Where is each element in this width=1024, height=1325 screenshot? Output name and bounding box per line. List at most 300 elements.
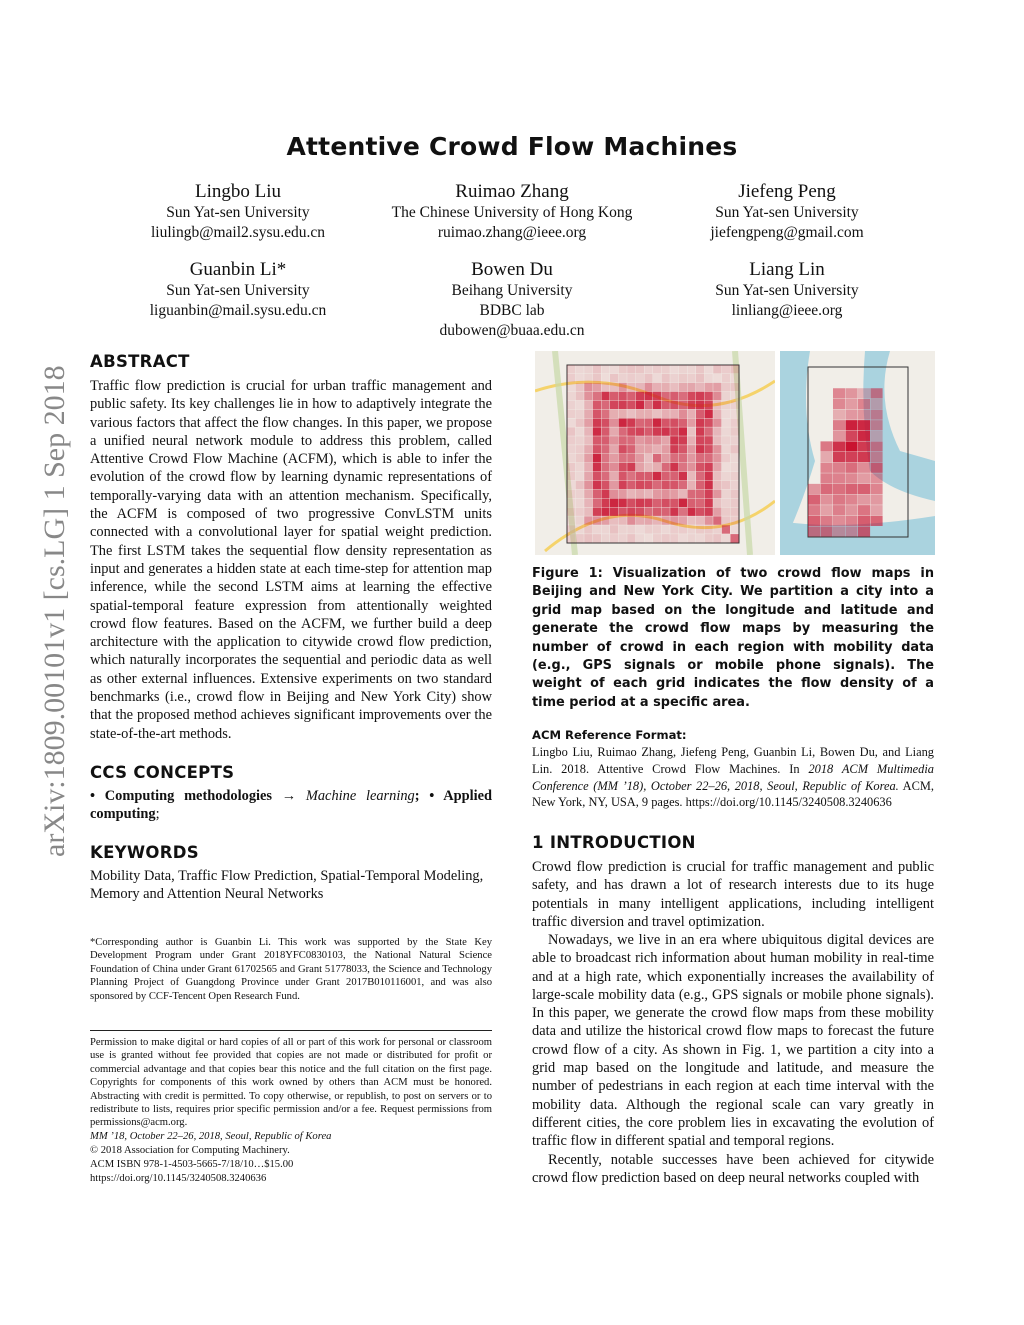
heat-cell (687, 427, 695, 436)
heat-cell (627, 516, 635, 525)
heat-cell (871, 473, 883, 483)
heat-cell (627, 454, 635, 463)
heat-cell (821, 495, 833, 505)
heat-cell (833, 399, 845, 409)
heat-cell (833, 388, 845, 398)
heat-cell (696, 516, 704, 525)
heat-cell (593, 418, 601, 427)
heat-cell (713, 445, 721, 454)
heat-cell (567, 427, 575, 436)
heat-cell (833, 516, 845, 526)
heat-cell (636, 463, 644, 472)
ccs-arrow: → (272, 788, 306, 804)
heat-cell (705, 490, 713, 499)
heat-cell (619, 383, 627, 392)
heat-cell (619, 472, 627, 481)
heat-cell (846, 420, 858, 430)
heat-cell (846, 505, 858, 515)
heat-cell (584, 534, 592, 543)
author-affiliation: Sun Yat-sen University (715, 204, 859, 221)
heat-cell (846, 516, 858, 526)
author-name: Liang Lin (749, 259, 825, 280)
heat-cell (653, 463, 661, 472)
heat-cell (593, 481, 601, 490)
heat-cell (705, 383, 713, 392)
heat-cell (687, 392, 695, 401)
heat-cell (722, 392, 730, 401)
heat-cell (846, 526, 858, 536)
heat-cell (662, 481, 670, 490)
heat-cell (610, 410, 618, 419)
heat-cell (705, 401, 713, 410)
heat-cell (662, 445, 670, 454)
heat-cell (610, 427, 618, 436)
heat-cell (679, 383, 687, 392)
heat-cell (662, 436, 670, 445)
heat-cell (821, 473, 833, 483)
heat-cell (644, 463, 652, 472)
heat-cell (679, 401, 687, 410)
heat-cell (610, 499, 618, 508)
heat-cell (808, 484, 820, 494)
heat-cell (687, 472, 695, 481)
heat-cell (730, 401, 738, 410)
heat-cell (567, 383, 575, 392)
heat-cell (593, 365, 601, 374)
heat-cell (679, 472, 687, 481)
heat-cell (593, 490, 601, 499)
heat-cell (679, 410, 687, 419)
heat-cell (696, 525, 704, 534)
heat-cell (567, 365, 575, 374)
heat-cell (567, 374, 575, 383)
heat-cell (653, 445, 661, 454)
heat-cell (653, 410, 661, 419)
heat-cell (576, 418, 584, 427)
heat-cell (670, 436, 678, 445)
heat-cell (662, 365, 670, 374)
heat-cell (576, 454, 584, 463)
heat-cell (722, 516, 730, 525)
heat-cell (619, 374, 627, 383)
heat-cell (687, 463, 695, 472)
heat-cell (670, 365, 678, 374)
heat-cell (871, 505, 883, 515)
heat-cell (593, 534, 601, 543)
heat-cell (670, 525, 678, 534)
heat-cell (627, 472, 635, 481)
author-affiliation: The Chinese University of Hong Kong (391, 204, 633, 221)
heat-cell (858, 399, 870, 409)
heat-cell (627, 383, 635, 392)
heat-cell (696, 392, 704, 401)
heat-cell (730, 472, 738, 481)
heat-cell (601, 507, 609, 516)
heat-cell (722, 490, 730, 499)
beijing-map (535, 351, 775, 555)
heat-cell (584, 481, 592, 490)
heat-cell (687, 410, 695, 419)
heat-cell (705, 516, 713, 525)
author-affiliation: Sun Yat-sen University (166, 282, 310, 299)
heat-cell (567, 418, 575, 427)
heat-cell (713, 427, 721, 436)
heat-cell (636, 427, 644, 436)
heat-cell (619, 463, 627, 472)
intro-paragraph-3: Recently, notable successes have been achieved for citywide crowd flow prediction based on deep neural networks coupled with (532, 1152, 934, 1187)
heat-cell (636, 410, 644, 419)
heat-cell (627, 392, 635, 401)
heat-cell (593, 383, 601, 392)
permission-venue (90, 1130, 492, 1143)
venue-text: MM ’18, October 22–26, 2018, Seoul, Republic of Korea (90, 1131, 332, 1142)
heat-cell (846, 452, 858, 462)
heat-cell (670, 383, 678, 392)
heat-cell (576, 499, 584, 508)
heat-cell (722, 383, 730, 392)
heat-cell (696, 499, 704, 508)
heat-cell (687, 445, 695, 454)
heat-cell (696, 472, 704, 481)
heat-cell (636, 525, 644, 534)
heat-cell (871, 452, 883, 462)
heat-cell (627, 401, 635, 410)
heat-cell (722, 418, 730, 427)
permission-text: Permission to make digital or hard copies of all or part of this work for personal or classroom use is granted without fee provided that copies are not made or distributed for profit or commercial advantage and that copies bear this notice and the full citation on the first page. Copyrights for components of this work owned by others than ACM must be honored. Abstracting with credit is permitted. To copy otherwise, or republish, to post on servers or to redistribute to lists, requires prior specific permission and/or a fee. Request permissions from permissions@acm.org. (90, 1037, 492, 1129)
heat-cell (567, 507, 575, 516)
heat-cell (713, 463, 721, 472)
heat-cell (679, 427, 687, 436)
heat-cell (610, 436, 618, 445)
heat-cell (644, 525, 652, 534)
heat-cell (833, 431, 845, 441)
abstract-heading: ABSTRACT (90, 352, 190, 371)
heat-cell (696, 436, 704, 445)
heat-cell (610, 490, 618, 499)
heat-cell (653, 374, 661, 383)
heat-cell (610, 534, 618, 543)
heat-cell (644, 472, 652, 481)
heat-cell (713, 507, 721, 516)
heat-cell (644, 392, 652, 401)
heat-cell (858, 484, 870, 494)
heat-cell (644, 427, 652, 436)
heat-cell (705, 463, 713, 472)
heat-cell (576, 481, 584, 490)
heat-cell (619, 525, 627, 534)
heat-cell (576, 472, 584, 481)
heat-cell (584, 427, 592, 436)
heat-cell (644, 445, 652, 454)
heat-cell (679, 365, 687, 374)
heat-cell (670, 481, 678, 490)
heat-cell (821, 463, 833, 473)
heat-cell (584, 516, 592, 525)
heat-cell (858, 420, 870, 430)
heat-cell (576, 534, 584, 543)
heat-cell (619, 436, 627, 445)
heat-cell (871, 463, 883, 473)
heat-cell (601, 499, 609, 508)
heat-cell (722, 472, 730, 481)
heat-cell (601, 454, 609, 463)
heat-cell (584, 472, 592, 481)
arxiv-stamp: arXiv:1809.00101v1 [cs.LG] 1 Sep 2018 (38, 365, 71, 857)
heat-cell (722, 410, 730, 419)
heat-cell (567, 454, 575, 463)
heat-cell (576, 383, 584, 392)
heat-cell (627, 436, 635, 445)
heat-cell (601, 472, 609, 481)
heat-cell (846, 399, 858, 409)
heat-cell (730, 392, 738, 401)
heat-cell (636, 516, 644, 525)
heat-cell (713, 383, 721, 392)
heat-cell (730, 383, 738, 392)
heat-cell (662, 525, 670, 534)
heat-cell (653, 499, 661, 508)
ccs-text (90, 787, 492, 824)
heat-cell (730, 516, 738, 525)
beijing-map-svg (535, 351, 775, 555)
heat-cell (636, 383, 644, 392)
heat-cell (610, 392, 618, 401)
ccs-part2: Machine learning (305, 788, 415, 804)
heat-cell (627, 365, 635, 374)
heat-cell (705, 481, 713, 490)
heat-cell (653, 436, 661, 445)
heat-cell (576, 490, 584, 499)
heat-cell (730, 463, 738, 472)
heat-cell (730, 418, 738, 427)
heat-cell (846, 441, 858, 451)
heat-cell (662, 374, 670, 383)
heat-cell (593, 472, 601, 481)
heat-cell (627, 534, 635, 543)
heat-cell (846, 484, 858, 494)
heat-cell (808, 516, 820, 526)
heat-cell (871, 431, 883, 441)
heat-cell (644, 436, 652, 445)
heat-cell (687, 365, 695, 374)
heat-cell (687, 454, 695, 463)
author-affiliation: Sun Yat-sen University (166, 204, 310, 221)
author-name: Jiefeng Peng (738, 181, 836, 202)
heat-cell (846, 431, 858, 441)
heat-cell (610, 472, 618, 481)
heat-cell (858, 431, 870, 441)
heat-cell (722, 463, 730, 472)
heat-cell (653, 418, 661, 427)
heat-cell (821, 516, 833, 526)
author-email: ruimao.zhang@ieee.org (437, 224, 587, 241)
heat-cell (576, 401, 584, 410)
heat-cell (821, 505, 833, 515)
heat-cell (858, 463, 870, 473)
heat-cell (679, 454, 687, 463)
heat-cell (713, 410, 721, 419)
heat-cell (627, 418, 635, 427)
heat-cell (636, 418, 644, 427)
heat-cell (601, 490, 609, 499)
ccs-part1: • Computing methodologies (90, 788, 273, 804)
heat-cell (636, 365, 644, 374)
heat-cell (705, 410, 713, 419)
heat-cell (696, 534, 704, 543)
heat-cell (619, 418, 627, 427)
heat-cell (846, 473, 858, 483)
heat-cell (610, 365, 618, 374)
heat-cell (644, 516, 652, 525)
heat-cell (679, 516, 687, 525)
heat-cell (696, 445, 704, 454)
heat-cell (730, 445, 738, 454)
heat-cell (687, 374, 695, 383)
heat-cell (644, 534, 652, 543)
heat-cell (619, 534, 627, 543)
heat-cell (593, 507, 601, 516)
heat-cell (601, 401, 609, 410)
heat-cell (670, 410, 678, 419)
heat-cell (662, 401, 670, 410)
heat-cell (584, 410, 592, 419)
heat-cell (821, 452, 833, 462)
heat-cell (576, 463, 584, 472)
heat-cell (584, 374, 592, 383)
heat-cell (619, 481, 627, 490)
heat-cell (713, 516, 721, 525)
author-email: liguanbin@mail.sysu.edu.cn (149, 302, 327, 319)
heat-cell (636, 445, 644, 454)
heat-cell (687, 401, 695, 410)
heat-cell (601, 365, 609, 374)
heat-cell (871, 441, 883, 451)
ccs-part3: ; • Applied computing (90, 788, 492, 823)
heat-cell (662, 427, 670, 436)
heat-cell (619, 365, 627, 374)
heat-cell (644, 454, 652, 463)
heat-cell (696, 374, 704, 383)
heat-cell (636, 392, 644, 401)
heat-cell (644, 499, 652, 508)
heat-cell (871, 495, 883, 505)
heat-cell (858, 526, 870, 536)
heat-cell (601, 525, 609, 534)
heat-cell (653, 481, 661, 490)
author-block-du (362, 259, 662, 341)
heat-cell (705, 525, 713, 534)
intro-paragraph-2: Nowadays, we live in an era where ubiquitous digital devices are able to broadcast rich information about human mobility in real-time and at a high rate, which exponentially increases the availability of large-scale mobility data (e.g., GPS signals or mobile phone signals). In this paper, we generate the crowd flow maps from these mobility data and utilize the historical crowd flow maps to forecast the future crowd flow of a city. As shown in Fig. 1, we partition a city into a grid map based on the longitude and latitude, and measure the number of pedestrians in each region at each time interval with the mobility data. Although the regional scale can vary greatly in different cities, the core problem lies in excavating the evolution of traffic flow in different spatial and temporal regions. (532, 932, 934, 1150)
heat-cell (567, 490, 575, 499)
heat-cell (821, 441, 833, 451)
heat-cell (722, 445, 730, 454)
heat-cell (567, 499, 575, 508)
heat-cell (627, 463, 635, 472)
heat-cell (713, 365, 721, 374)
heat-cell (601, 534, 609, 543)
heat-cell (679, 392, 687, 401)
heat-cell (644, 418, 652, 427)
paper-title: Attentive Crowd Flow Machines (286, 132, 738, 161)
heat-cell (576, 525, 584, 534)
heat-cell (593, 445, 601, 454)
heat-cell (696, 418, 704, 427)
heat-cell (730, 534, 738, 543)
heat-cell (705, 427, 713, 436)
heat-cell (636, 454, 644, 463)
heat-cell (584, 392, 592, 401)
ccs-heading: CCS CONCEPTS (90, 763, 235, 782)
heat-cell (593, 392, 601, 401)
heat-cell (662, 516, 670, 525)
reference-venue: 2018 ACM Multimedia Conference (MM ’18), October 22–26, 2018, Seoul, Republic of Korea. (532, 761, 934, 793)
author-block-lin (637, 259, 937, 321)
heat-cell (696, 383, 704, 392)
heat-cell (627, 410, 635, 419)
heat-cell (705, 392, 713, 401)
heat-cell (601, 436, 609, 445)
heat-cell (713, 525, 721, 534)
heat-cell (858, 505, 870, 515)
heat-cell (846, 495, 858, 505)
heat-cell (644, 374, 652, 383)
heat-cell (670, 507, 678, 516)
heat-cell (653, 507, 661, 516)
heat-cell (636, 374, 644, 383)
heat-cell (593, 401, 601, 410)
heat-cell (705, 365, 713, 374)
heat-cell (576, 436, 584, 445)
heat-cell (567, 401, 575, 410)
heat-cell (833, 526, 845, 536)
heat-cell (601, 516, 609, 525)
heat-cell (644, 365, 652, 374)
heat-cell (846, 388, 858, 398)
heat-cell (696, 401, 704, 410)
heat-cell (833, 441, 845, 451)
heat-cell (687, 534, 695, 543)
author-email: dubowen@buaa.edu.cn (439, 322, 585, 339)
heat-cell (713, 481, 721, 490)
reference-text (532, 744, 934, 811)
heat-cell (576, 445, 584, 454)
heat-cell (610, 374, 618, 383)
heat-cell (593, 525, 601, 534)
heat-cell (601, 427, 609, 436)
heat-cell (679, 507, 687, 516)
heat-cell (601, 418, 609, 427)
heat-cell (653, 383, 661, 392)
heat-cell (679, 463, 687, 472)
heat-cell (627, 445, 635, 454)
heat-cell (601, 383, 609, 392)
heat-cell (696, 427, 704, 436)
heat-cell (584, 499, 592, 508)
heat-cell (696, 454, 704, 463)
heat-cell (593, 410, 601, 419)
heat-cell (662, 392, 670, 401)
heat-cell (644, 507, 652, 516)
heat-cell (730, 499, 738, 508)
heat-cell (705, 418, 713, 427)
heat-cell (593, 454, 601, 463)
author-name: Lingbo Liu (194, 181, 282, 202)
heat-cell (644, 481, 652, 490)
heat-cell (627, 374, 635, 383)
nyc-map-svg (780, 351, 935, 555)
author-block-li (88, 259, 388, 321)
heat-cell (670, 392, 678, 401)
